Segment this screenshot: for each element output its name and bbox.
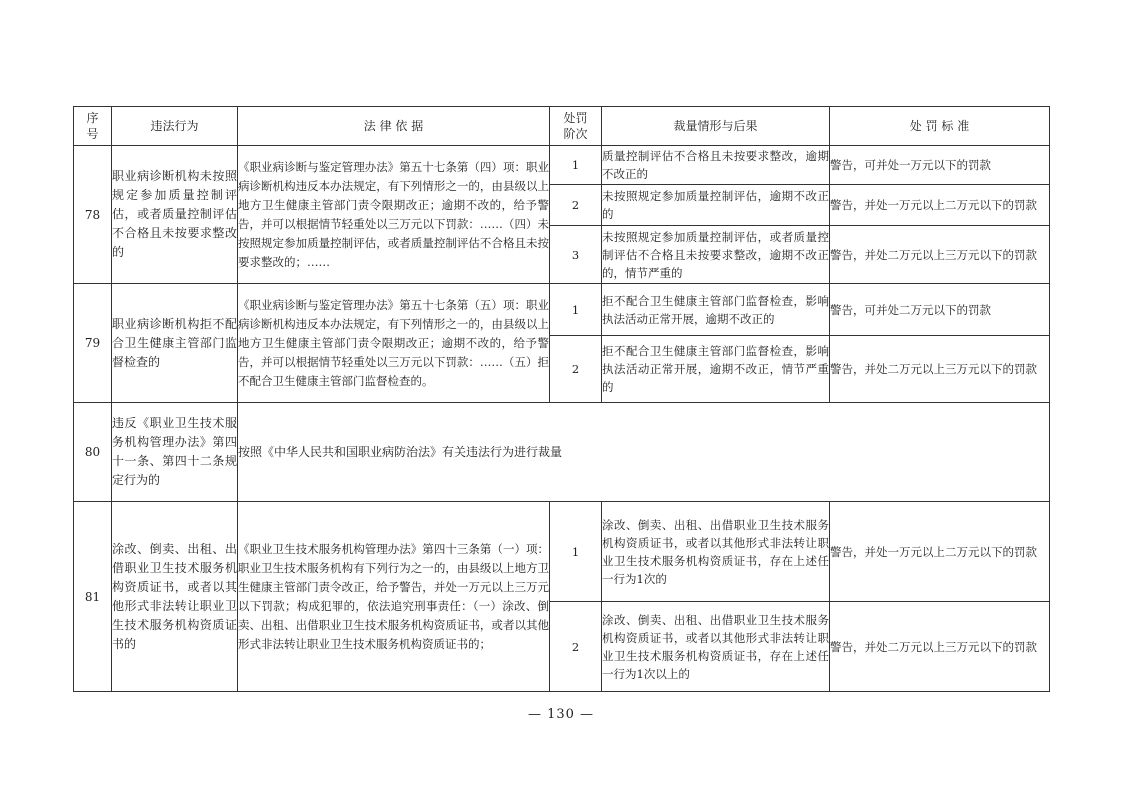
page-number: — 130 — bbox=[527, 707, 595, 722]
row-legal-basis: 《职业卫生技术服务机构管理办法》第四十三条第（一）项：职业卫生技术服务机构有下列行为之一的，由县级以上地方卫生健康主管部门责令改正，给予警告，并处一万元以上三万元以下罚款；构成犯罪的，依法追究刑事责任：（一）涂改、倒卖、出租、出借职业卫生技术服务机构资质证书，或者以其他形式非法转让职业卫生技术服务机构资质证书的； bbox=[238, 502, 550, 692]
row-stage: 2 bbox=[550, 185, 602, 226]
row-behavior: 职业病诊断机构未按照规定参加质量控制评估，或者质量控制评估不合格且未按要求整改的 bbox=[112, 146, 238, 284]
row-seq: 81 bbox=[74, 502, 112, 692]
row-situation: 涂改、倒卖、出租、出借职业卫生技术服务机构资质证书，或者以其他形式非法转让职业卫生技术服务机构资质证书，存在上述任一行为1次的 bbox=[602, 502, 830, 602]
row-seq: 80 bbox=[74, 403, 112, 502]
row-stage: 2 bbox=[550, 336, 602, 403]
row-standard: 警告，并处一万元以上二万元以下的罚款 bbox=[830, 185, 1050, 226]
row-standard: 警告，并处一万元以上二万元以下的罚款 bbox=[830, 502, 1050, 602]
table-row bbox=[74, 284, 1050, 336]
header-stage: 处罚 阶次 bbox=[550, 107, 602, 146]
row-situation: 拒不配合卫生健康主管部门监督检查，影响执法活动正常开展，逾期不改正的 bbox=[602, 284, 830, 336]
row-standard: 警告，并处二万元以上三万元以下的罚款 bbox=[830, 336, 1050, 403]
row-standard: 警告，可并处二万元以下的罚款 bbox=[830, 284, 1050, 336]
row-standard: 警告，并处二万元以上三万元以下的罚款 bbox=[830, 226, 1050, 284]
row-stage: 1 bbox=[550, 502, 602, 602]
row-stage: 2 bbox=[550, 602, 602, 692]
row-standard: 警告，可并处一万元以下的罚款 bbox=[830, 146, 1050, 185]
row-stage: 1 bbox=[550, 146, 602, 185]
header-row bbox=[74, 107, 1050, 146]
table-row bbox=[74, 403, 1050, 502]
row-situation: 未按照规定参加质量控制评估，逾期不改正的 bbox=[602, 185, 830, 226]
row-seq: 78 bbox=[74, 146, 112, 284]
row-stage: 3 bbox=[550, 226, 602, 284]
row-situation: 未按照规定参加质量控制评估，或者质量控制评估不合格且未按要求整改，逾期不改正的，情节严重的 bbox=[602, 226, 830, 284]
row-standard: 警告，并处二万元以上三万元以下的罚款 bbox=[830, 602, 1050, 692]
row-situation: 质量控制评估不合格且未按要求整改，逾期不改正的 bbox=[602, 146, 830, 185]
header-situation: 裁量情形与后果 bbox=[602, 107, 830, 146]
row-legal-basis: 《职业病诊断与鉴定管理办法》第五十七条第（五）项：职业病诊断机构违反本办法规定，有下列情形之一的，由县级以上地方卫生健康主管部门责令限期改正；逾期不改的，给予警告，并可以根据情节轻重处以三万元以下罚款：……（五）拒不配合卫生健康主管部门监督检查的。 bbox=[238, 284, 550, 403]
header-basis: 法 律 依 据 bbox=[238, 107, 550, 146]
row-behavior: 涂改、倒卖、出租、出借职业卫生技术服务机构资质证书，或者以其他形式非法转让职业卫生技术服务机构资质证书的 bbox=[112, 502, 238, 692]
row-seq: 79 bbox=[74, 284, 112, 403]
row-behavior: 违反《职业卫生技术服务机构管理办法》第四十一条、第四十二条规定行为的 bbox=[112, 403, 238, 502]
table-row bbox=[74, 502, 1050, 602]
header-seq: 序 号 bbox=[74, 107, 112, 146]
row-stage: 1 bbox=[550, 284, 602, 336]
row-merged-note: 按照《中华人民共和国职业病防治法》有关违法行为进行裁量 bbox=[238, 403, 1050, 502]
row-situation: 拒不配合卫生健康主管部门监督检查，影响执法活动正常开展，逾期不改正，情节严重的 bbox=[602, 336, 830, 403]
penalty-discretion-table bbox=[73, 106, 1050, 692]
row-situation: 涂改、倒卖、出租、出借职业卫生技术服务机构资质证书，或者以其他形式非法转让职业卫生技术服务机构资质证书，存在上述任一行为1次以上的 bbox=[602, 602, 830, 692]
row-legal-basis: 《职业病诊断与鉴定管理办法》第五十七条第（四）项：职业病诊断机构违反本办法规定，有下列情形之一的，由县级以上地方卫生健康主管部门责令限期改正；逾期不改的，给予警告，并可以根据情节轻重处以三万元以下罚款：……（四）未按照规定参加质量控制评估，或者质量控制评估不合格且未按要求整改的；…… bbox=[238, 146, 550, 284]
header-behavior: 违法行为 bbox=[112, 107, 238, 146]
row-behavior: 职业病诊断机构拒不配合卫生健康主管部门监督检查的 bbox=[112, 284, 238, 403]
table-row bbox=[74, 146, 1050, 185]
header-standard: 处 罚 标 准 bbox=[830, 107, 1050, 146]
